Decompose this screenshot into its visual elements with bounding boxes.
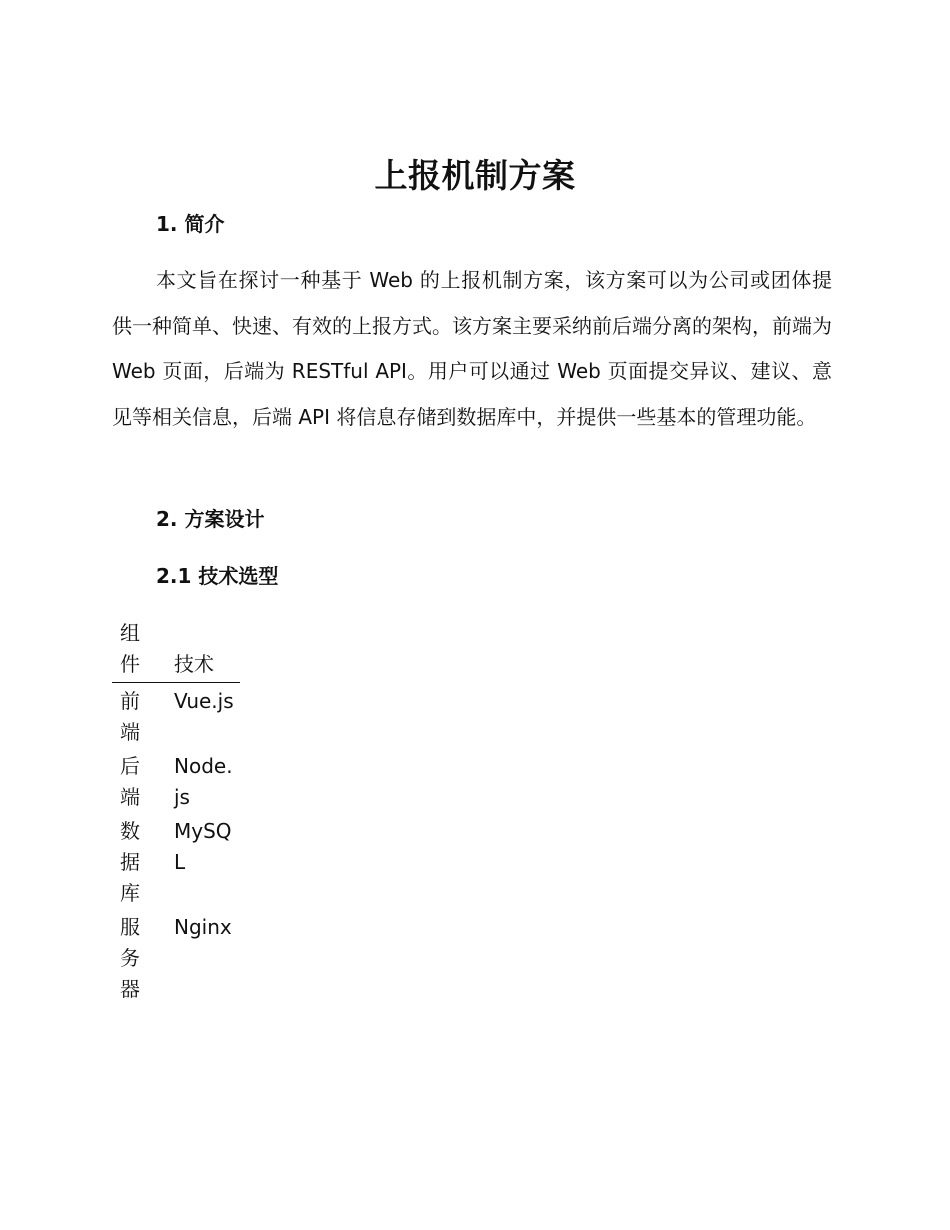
- table-cell-component: 服务器: [120, 915, 140, 1001]
- table-row: [112, 748, 240, 813]
- table-row: [112, 813, 240, 909]
- table-cell-component: 数据库: [120, 819, 140, 905]
- table-row: [112, 909, 240, 1005]
- table-cell-technology: MySQL: [174, 819, 232, 874]
- document-title: 上报机制方案: [374, 156, 576, 195]
- intro-paragraph: 本文旨在探讨一种基于 Web 的上报机制方案，该方案可以为公司或团体提供一种简单、快速、有效的上报方式。该方案主要采纳前后端分离的架构，前端为 Web 页面，后端为 RESTful API。用户可以通过 Web 页面提交异议、建议、意见等相关信息，后端 API 将信息存储到数据库中，并提供一些基本的管理功能。: [112, 268, 832, 429]
- column-header-technology: 技术: [174, 618, 240, 683]
- table-cell-component: 前端: [120, 689, 140, 744]
- table-cell-technology: Nginx: [174, 915, 232, 939]
- subsection-heading-tech-selection: 2.1 技术选型: [156, 564, 279, 588]
- tech-selection-table: [112, 618, 240, 1005]
- column-header-component: 组件: [112, 618, 174, 683]
- table-header-row: [112, 618, 240, 683]
- table-row: [112, 683, 240, 749]
- section-heading-intro: 1. 简介: [156, 212, 225, 236]
- table-cell-technology: Node.js: [174, 754, 233, 809]
- section-heading-design: 2. 方案设计: [156, 507, 265, 531]
- table-cell-component: 后端: [120, 754, 140, 809]
- table-cell-technology: Vue.js: [174, 689, 234, 713]
